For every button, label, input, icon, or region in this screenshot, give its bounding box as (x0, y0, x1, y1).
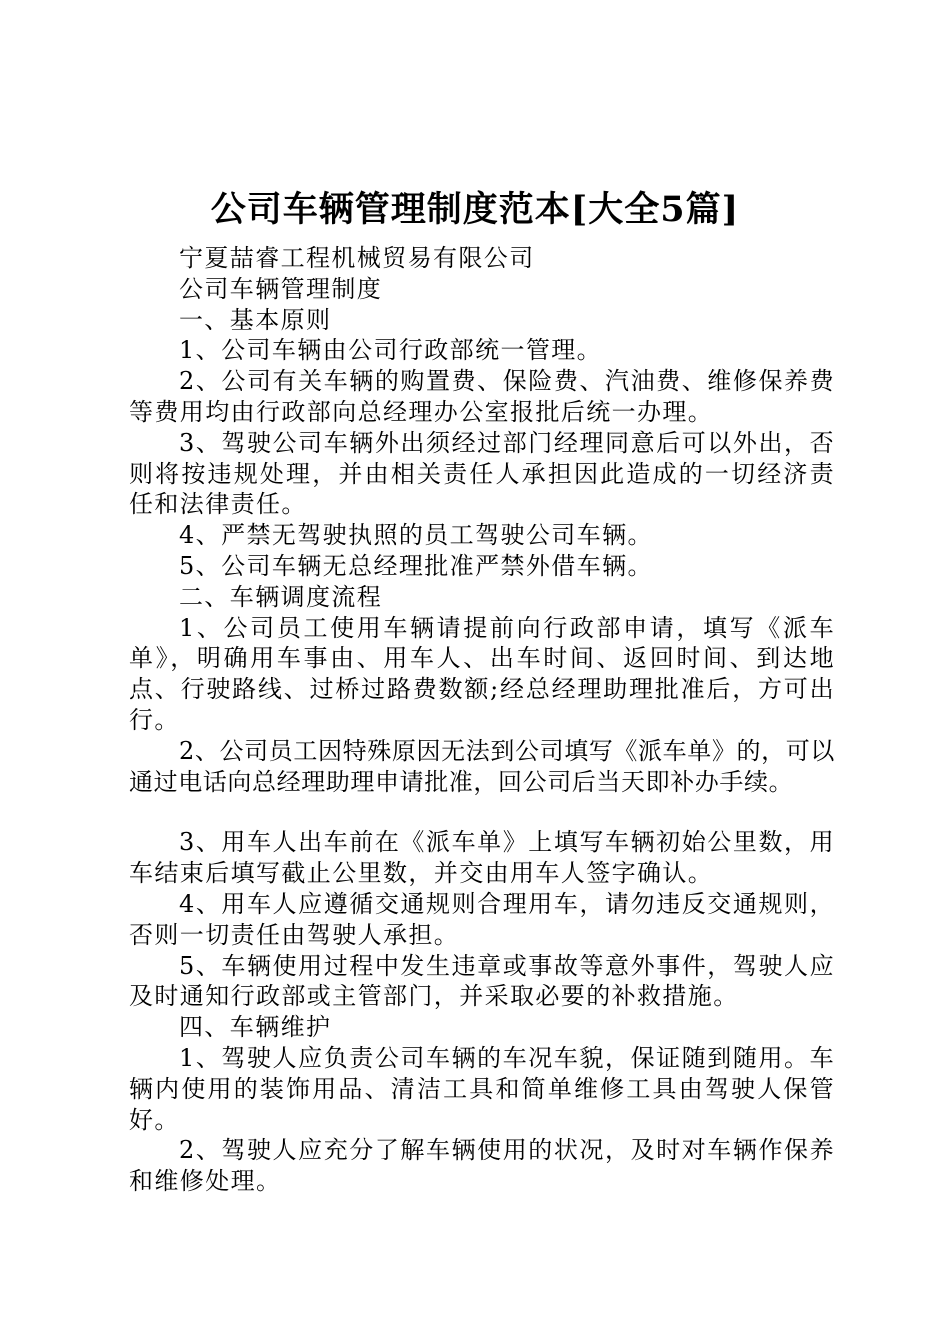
paragraph: 1、公司车辆由公司行政部统一管理。 (179, 336, 603, 365)
paragraph: 5、公司车辆无总经理批准严禁外借车辆。 (179, 551, 653, 580)
paragraph: 4、用车人应遵循交通规则合理用车，请勿违反交通规则，否则一切责任由驾驶人承担。 (129, 889, 835, 949)
policy-name: 公司车辆管理制度 (179, 274, 383, 303)
paragraph: 4、严禁无驾驶执照的员工驾驶公司车辆。 (179, 521, 653, 550)
company-name: 宁夏喆睿工程机械贸易有限公司 (179, 244, 535, 272)
paragraph: 3、驾驶公司车辆外出须经过部门经理同意后可以外出，否则将按违规处理，并由相关责任人承担因此造成的一切经济责任和法律责任。 (129, 428, 835, 519)
paragraph: 1、驾驶人应负责公司车辆的车况车貌，保证随到随用。车辆内使用的装饰用品、清洁工具和简单维修工具由驾驶人保管好。 (129, 1043, 835, 1134)
paragraph: 2、公司有关车辆的购置费、保险费、汽油费、维修保养费等费用均由行政部向总经理办公室报批后统一办理。 (129, 367, 835, 426)
paragraph: 2、公司员工因特殊原因无法到公司填写《派车单》的，可以通过电话向总经理助理申请批准，回公司后当天即补办手续。 (129, 736, 835, 796)
paragraph: 2、驾驶人应充分了解车辆使用的状况，及时对车辆作保养和维修处理。 (129, 1136, 835, 1196)
paragraph: 5、车辆使用过程中发生违章或事故等意外事件，驾驶人应及时通知行政部或主管部门，并采取必要的补救措施。 (129, 951, 835, 1011)
section-heading-basic-principles: 一、基本原则 (179, 305, 332, 334)
paragraph: 3、用车人出车前在《派车单》上填写车辆初始公里数，用车结束后填写截止公里数，并交由用车人签字确认。 (129, 828, 835, 888)
section-heading-vehicle-maintenance: 四、车辆维护 (179, 1013, 332, 1042)
document-body (129, 243, 835, 1197)
paragraph: 1、公司员工使用车辆请提前向行政部申请，填写《派车单》，明确用车事由、用车人、出车时间、返回时间、到达地点、行驶路线、过桥过路费数额;经总经理助理批准后，方可出行。 (129, 613, 835, 734)
document-title: 公司车辆管理制度范本[大全5篇] (210, 189, 740, 230)
section-heading-dispatch-process: 二、车辆调度流程 (179, 582, 383, 611)
